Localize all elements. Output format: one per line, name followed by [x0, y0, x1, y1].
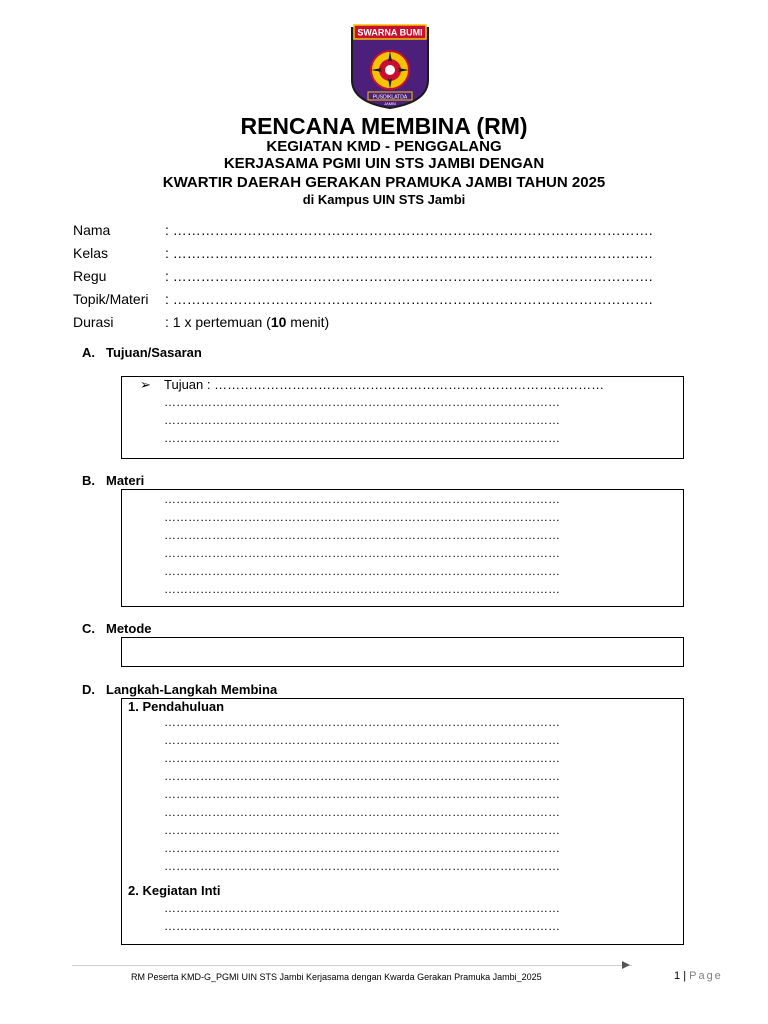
bullet-arrow-icon: ➢	[140, 377, 151, 392]
dotted-line: ………………………………………………………………………………………	[164, 805, 560, 819]
dotted-line: ………………………………………………………………………………………	[164, 492, 560, 506]
header-line-3: KWARTIR DAERAH GERAKAN PRAMUKA JAMBI TAHUN 2025	[162, 174, 606, 191]
page-title: RENCANA MEMBINA (RM)	[240, 113, 528, 139]
dotted-line: ………………………………………………………………………………………	[164, 901, 560, 915]
field-label: Kelas	[73, 245, 109, 261]
field-value: : 1 x pertemuan (10 menit)	[165, 314, 330, 330]
section-a-heading: A. Tujuan/Sasaran	[82, 345, 202, 360]
tujuan-first-line: Tujuan : ………………………………………………………………………………	[164, 377, 605, 392]
materi-box[interactable]	[121, 489, 684, 607]
dotted-line: ………………………………………………………………………………………	[164, 859, 560, 873]
dotted-line: ………………………………………………………………………………………	[164, 823, 560, 837]
section-b-heading: B. Materi	[82, 473, 145, 488]
logo-banner-text: SWARNA BUMI	[357, 27, 423, 38]
subheading-kegiatan-inti: 2. Kegiatan Inti	[128, 883, 221, 898]
dotted-line: ………………………………………………………………………………………	[164, 733, 560, 747]
footer-divider	[72, 965, 632, 966]
dotted-line: ………………………………………………………………………………………	[164, 395, 560, 409]
field-value[interactable]: : ………………………………………………………………………………………….	[165, 291, 653, 307]
metode-box[interactable]	[121, 637, 684, 667]
arrow-icon	[622, 961, 630, 969]
dotted-line: ………………………………………………………………………………………	[164, 919, 560, 933]
dotted-line: ………………………………………………………………………………………	[164, 546, 560, 560]
tujuan-box[interactable]	[121, 376, 684, 459]
section-c-heading: C. Metode	[82, 621, 152, 636]
field-label: Topik/Materi	[73, 291, 149, 307]
dotted-line: ………………………………………………………………………………………	[164, 528, 560, 542]
header-line-4: di Kampus UIN STS Jambi	[302, 192, 466, 207]
logo-sub-text: JAMBI	[384, 101, 396, 106]
dotted-line: ………………………………………………………………………………………	[164, 431, 560, 445]
header-line-2: KERJASAMA PGMI UIN STS JAMBI DENGAN	[223, 155, 545, 172]
dotted-line: ………………………………………………………………………………………	[164, 787, 560, 801]
field-label: Regu	[73, 268, 107, 284]
field-label: Nama	[73, 222, 111, 238]
subheading-pendahuluan: 1. Pendahuluan	[128, 699, 225, 714]
dotted-line: ………………………………………………………………………………………	[164, 841, 560, 855]
dotted-line: ………………………………………………………………………………………	[164, 564, 560, 578]
dotted-line: ………………………………………………………………………………………	[164, 715, 560, 729]
dotted-line: ………………………………………………………………………………………	[164, 510, 560, 524]
field-value[interactable]: : ………………………………………………………………………………………….	[165, 268, 653, 284]
field-value[interactable]: : ………………………………………………………………………………………….	[165, 222, 653, 238]
dotted-line: ………………………………………………………………………………………	[164, 751, 560, 765]
footer-text: RM Peserta KMD-G_PGMI UIN STS Jambi Kerjasama dengan Kwarda Gerakan Pramuka Jambi_2025	[131, 972, 542, 982]
dotted-line: ………………………………………………………………………………………	[164, 582, 560, 596]
dotted-line: ………………………………………………………………………………………	[164, 769, 560, 783]
section-d-heading: D. Langkah-Langkah Membina	[82, 682, 278, 697]
field-value[interactable]: : ………………………………………………………………………………………….	[165, 245, 653, 261]
swarna-bumi-logo	[348, 22, 432, 110]
dotted-line: ………………………………………………………………………………………	[164, 413, 560, 427]
header-line-1: KEGIATAN KMD - PENGGALANG	[266, 138, 502, 155]
page-number: 1 | Page	[674, 970, 723, 982]
langkah-box[interactable]	[121, 698, 684, 945]
field-label: Durasi	[73, 314, 114, 330]
logo-ribbon-text: PUSDIKLATDA	[372, 94, 408, 101]
